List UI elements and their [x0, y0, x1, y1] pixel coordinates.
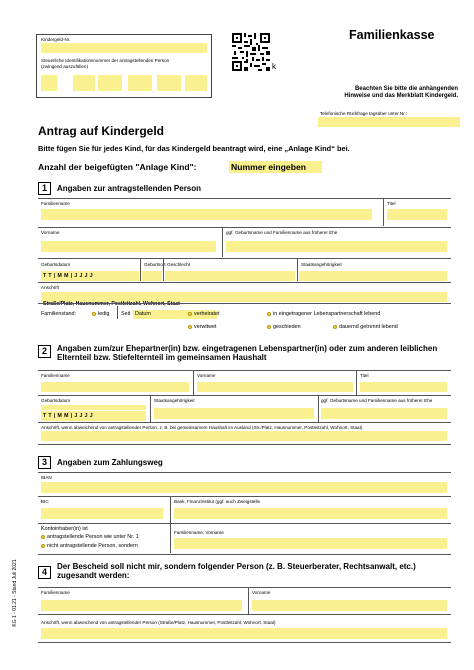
s1-geburtsort-field[interactable]: [142, 271, 162, 281]
radio-icon: [333, 325, 337, 329]
s1-anschrift-label: Anschrift: [41, 285, 59, 290]
s1-seit-label: Seit: [121, 311, 131, 317]
steuer-id-field-4[interactable]: [128, 75, 152, 91]
s2-anschrift-field[interactable]: [41, 431, 447, 441]
phone-label: Telefonische Rückfrage tagsüber unter Nr.:: [320, 111, 408, 116]
s1-geschlecht-label: Geschlecht: [167, 262, 190, 267]
radio-icon: [267, 325, 271, 329]
s1-vorname-field[interactable]: [41, 241, 216, 252]
steuer-id-field-2[interactable]: [73, 75, 95, 91]
s2-familienname-label: Familienname: [41, 373, 70, 378]
qr-suffix: k: [272, 62, 276, 71]
s4-vorname-field[interactable]: [252, 600, 447, 611]
s1-staatsangehoerigkeit-label: Staatsangehörigkeit: [301, 262, 342, 267]
s4-familienname-label: Familienname: [41, 590, 70, 595]
s2-familienname-field[interactable]: [41, 382, 189, 392]
s4-anschrift-field[interactable]: [41, 628, 447, 639]
s3-bic-field[interactable]: [41, 508, 163, 519]
notice-line1: Beachten Sie bitte die anhängenden: [354, 86, 458, 92]
radio-icon: [188, 312, 192, 316]
steuer-id-field-3[interactable]: [98, 75, 122, 91]
radio-icon: [267, 312, 271, 316]
s2-anschrift-label: Anschrift, wenn abweichend von antragstellender Person, z. B. bei gemeinsamem Haushalt im Ausland (Str./Platz, Hausnummer, Postleitzahl, Wohnort, Staat): [41, 425, 363, 430]
s4-vorname-label: Vorname: [252, 590, 271, 595]
s3-name-field[interactable]: [174, 538, 447, 549]
s1-geburtsdatum-field[interactable]: T T | M M | J J J J: [41, 271, 139, 281]
s1-familienname-label: Familienname: [41, 201, 70, 206]
side-note: KG 1 - 01.21 - Stand Juli 2021: [12, 559, 18, 627]
s2-geburtsname-label: ggf. Geburtsname und Familienname aus früherer Ehe: [321, 398, 433, 403]
s1-getrennt-option[interactable]: dauernd getrennt lebend: [333, 324, 398, 330]
notice-line2: Hinweise und das Merkblatt Kindergeld.: [344, 93, 458, 99]
s2-vorname-field[interactable]: [197, 382, 353, 392]
s3-name-label: Familienname, Vorname: [174, 530, 224, 535]
section4-number: 4: [38, 566, 51, 579]
s2-vorname-label: Vorname: [197, 373, 216, 378]
s4-familienname-field[interactable]: [41, 600, 242, 611]
s1-familienstand-label: Familienstand:: [41, 311, 77, 317]
s1-anschrift-hint: Straße/Platz, Hausnummer, Postleitzahl, Wohnort, Staat: [43, 301, 180, 307]
s3-iban-label: IBAN: [41, 475, 52, 480]
anlage-count-field[interactable]: Nummer eingeben: [229, 161, 322, 173]
s2-geburtsname-field[interactable]: [321, 408, 447, 419]
section1-number: 1: [38, 182, 51, 195]
s2-geburtsdatum-label: Geburtsdatum: [41, 398, 71, 403]
radio-icon: [188, 325, 192, 329]
steuer-id-field-1[interactable]: [41, 75, 57, 91]
steuer-id-field-6[interactable]: [185, 75, 207, 91]
s3-option-antragsteller[interactable]: antragstellende Person wie unter Nr. 1: [41, 534, 139, 540]
radio-icon: [41, 535, 45, 539]
s1-verwitwet-option[interactable]: verwitwet: [188, 324, 216, 330]
form-title: Antrag auf Kindergeld: [38, 124, 165, 138]
s2-titel-label: Titel: [360, 373, 369, 378]
s1-geburtsname-label: ggf. Geburtsname und Familienname aus früherer Ehe: [226, 230, 338, 235]
kindergeld-nr-label: Kindergeld-Nr.: [41, 37, 71, 42]
s1-geschieden-option[interactable]: geschieden: [267, 324, 301, 330]
steuer-id-hint: (zwingend auszufüllen): [41, 64, 88, 69]
s1-lebenspartnerschaft-option[interactable]: in eingetragener Lebenspartnerschaft lebend: [267, 311, 380, 317]
s1-seit-datum-field[interactable]: Datum: [133, 310, 217, 319]
s4-anschrift-label: Anschrift, wenn abweichend von antragstellender Person (Straße/Platz, Hausnummer, Postleitzahl, Wohnort, Staat): [41, 620, 276, 625]
s1-verheiratet-option[interactable]: verheiratet: [188, 311, 219, 317]
section4-title: Der Bescheid soll nicht mir, sondern folgender Person (z. B. Steuerberater, Rechtsanwalt, etc.) zugesandt werden:: [57, 562, 416, 581]
s1-geschlecht-field[interactable]: [165, 271, 295, 281]
section3-title: Angaben zum Zahlungsweg: [57, 458, 163, 467]
s1-staatsangehoerigkeit-field[interactable]: [299, 271, 447, 281]
s1-geburtsort-label: Geburtsort: [144, 262, 166, 267]
anlage-count-label: Anzahl der beigefügten "Anlage Kind":: [38, 162, 197, 172]
section1-title: Angaben zur antragstellenden Person: [57, 184, 202, 193]
section2-title: Angaben zum/zur Ehepartner(in) bzw. eingetragenen Lebenspartner(in) oder zum anderen leiblichen Elternteil bzw. Stiefelternteil im gemeinsamen Haushalt: [57, 344, 438, 363]
section3-number: 3: [38, 456, 51, 469]
phone-field[interactable]: [318, 117, 460, 127]
qr-code-icon: [232, 33, 270, 71]
s1-familienname-field[interactable]: [41, 209, 372, 220]
s2-titel-field[interactable]: [360, 382, 447, 392]
s3-bank-label: Bank, Finanzinstitut (ggf. auch Zweigstelle: [174, 499, 261, 504]
s1-titel-label: Titel: [387, 201, 396, 206]
s1-geburtsname-field[interactable]: [226, 241, 447, 252]
s2-staatsangehoerigkeit-label: Staatsangehörigkeit: [154, 398, 195, 403]
s1-ledig-option[interactable]: ledig: [92, 311, 109, 317]
s1-titel-field[interactable]: [387, 209, 447, 220]
s2-geburtsdatum-field-top[interactable]: [41, 405, 146, 410]
s2-staatsangehoerigkeit-field[interactable]: [154, 408, 314, 419]
s1-anschrift-field[interactable]: [41, 292, 447, 307]
kindergeld-nr-field[interactable]: [41, 43, 207, 53]
s3-option-andere[interactable]: nicht antragstellende Person, sondern: [41, 543, 138, 549]
form-instruction: Bitte fügen Sie für jedes Kind, für das Kindergeld beantragt wird, eine „Anlage Kind“ bei.: [38, 144, 350, 153]
s3-iban-field[interactable]: [41, 482, 447, 493]
s3-bank-field[interactable]: [174, 508, 447, 519]
steuer-id-label: Steuerliche Identifikationsnummer der antragstellenden Person: [41, 58, 170, 63]
s2-geburtsdatum-field[interactable]: T T | M M | J J J J: [41, 411, 146, 421]
s3-kontoinhaber-label: Kontoinhaber(in) ist: [41, 526, 88, 532]
radio-icon: [41, 544, 45, 548]
s3-bic-label: BIC: [41, 499, 49, 504]
agency-title: Familienkasse: [349, 28, 435, 42]
radio-icon: [92, 312, 96, 316]
steuer-id-field-5[interactable]: [157, 75, 181, 91]
s1-vorname-label: Vorname: [41, 230, 60, 235]
s1-geburtsdatum-label: Geburtsdatum: [41, 262, 71, 267]
section2-number: 2: [38, 345, 51, 358]
